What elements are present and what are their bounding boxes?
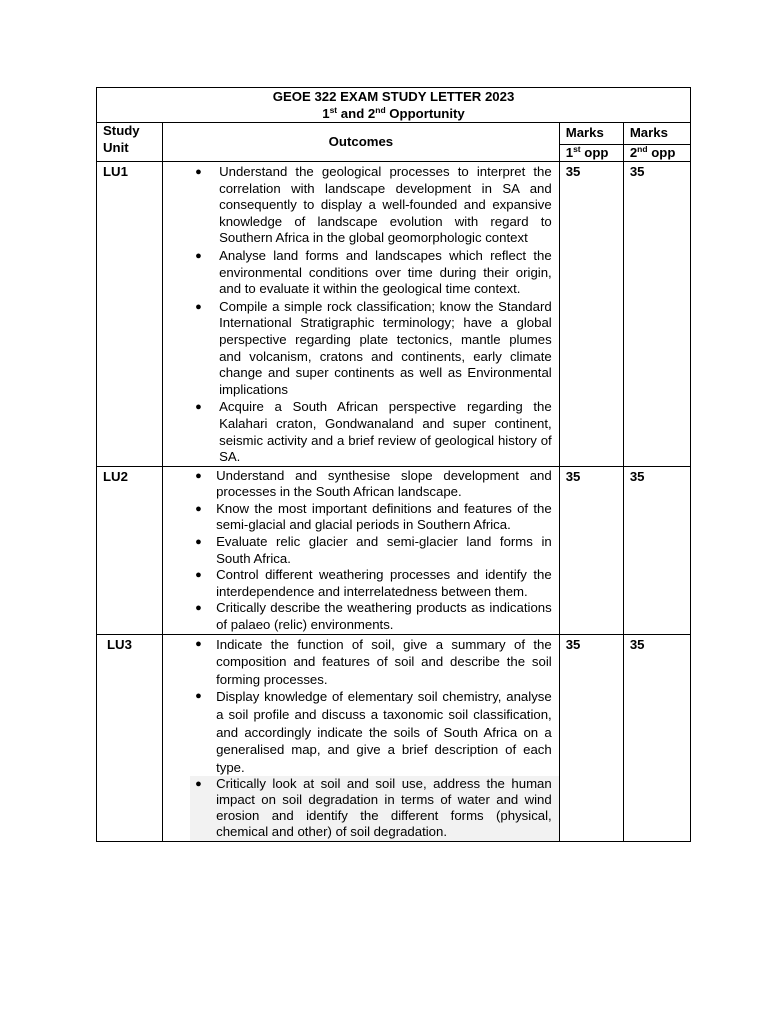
list-item: [163, 468, 559, 501]
opp1-num: 1: [565, 145, 574, 160]
title-second-sup: nd: [375, 105, 386, 115]
bullet-icon: ●: [195, 536, 202, 549]
title-rest: Opportunity: [385, 106, 465, 121]
outcome-text: Analyse land forms and landscapes which reflect the environmental conditions over time during their origin, and to evaluate it within the geological time context.: [219, 247, 552, 297]
list-item: [163, 248, 559, 298]
bullet-icon: ●: [195, 778, 202, 791]
outcome-text: Indicate the function of soil, give a summary of the composition and features of soil and describe the soil forming processes.: [216, 636, 552, 687]
marks-2nd-opp: 35: [623, 634, 690, 842]
bullet-icon: ●: [195, 469, 202, 482]
marks-1st-opp: 35: [559, 466, 623, 634]
opp2-num: 2: [629, 145, 638, 160]
outcomes-list: [163, 162, 559, 466]
list-item: [163, 164, 559, 247]
title-middle: and 2: [337, 106, 376, 121]
header-marks-2: Marks: [623, 123, 690, 145]
outcome-text: Understand and synthesise slope development and processes in the South African landscape.: [216, 467, 552, 500]
bullet-icon: ●: [195, 690, 202, 703]
list-item: [163, 299, 559, 399]
outcome-text: Understand the geological processes to interpret the correlation with landscape development in SA and consequently to display a well-founded and expansive knowledge of landscape evolution with regard to Southern Africa in the global geomorphologic context: [219, 164, 552, 246]
outcomes-cell: [163, 162, 560, 467]
marks-2nd-opp: 35: [623, 162, 690, 467]
outcome-text: Critically describe the weathering products as indications of palaeo (relic) environments.: [216, 600, 552, 633]
header-1st-opp: [559, 145, 623, 162]
bullet-icon: ●: [195, 300, 202, 313]
list-item: [163, 501, 559, 534]
table-row-lu2: [97, 466, 691, 634]
list-item: [163, 399, 559, 465]
list-item: [163, 688, 559, 776]
list-item: [190, 776, 559, 841]
title-line-2: [97, 105, 690, 122]
outcomes-cell: [163, 634, 560, 842]
bullet-icon: ●: [195, 569, 202, 582]
list-item: [163, 636, 559, 689]
opp2-sup: nd: [637, 144, 648, 154]
header-study-unit: [97, 123, 163, 162]
bullet-icon: ●: [195, 502, 202, 515]
list-item: [163, 600, 559, 633]
opp1-sup: st: [573, 144, 581, 154]
study-unit-cell: LU3: [97, 634, 163, 842]
outcome-text: Acquire a South African perspective regarding the Kalahari craton, Gondwanaland and super continent, seismic activity and a brief review of geological history of SA.: [219, 399, 552, 465]
outcome-text: Control different weathering processes and identify the interdependence and interrelatedness between them.: [216, 567, 552, 599]
header-marks-1: Marks: [559, 123, 623, 145]
table-row-lu1: [97, 162, 691, 467]
list-item: [163, 534, 559, 567]
title-first: 1: [322, 106, 330, 121]
bullet-icon: ●: [195, 249, 202, 262]
marks-1st-opp: 35: [559, 634, 623, 842]
title-line-1: GEOE 322 EXAM STUDY LETTER 2023: [272, 89, 515, 104]
outcome-text: Compile a simple rock classification; know the Standard International Stratigraphic terminology; have a global perspective regarding plate tectonics, mantle plumes and volcanism, cratons and continents, early climate change and super continents as well as Environmental implications: [219, 298, 552, 397]
bullet-icon: ●: [195, 637, 202, 650]
header-study-label: Study: [103, 123, 140, 138]
table-title: [97, 88, 691, 123]
title-first-sup: st: [329, 105, 338, 115]
opp1-rest: opp: [580, 145, 609, 160]
study-unit-cell: LU2: [97, 466, 163, 634]
study-unit-cell: LU1: [97, 162, 163, 467]
outcomes-list: [163, 467, 559, 634]
outcome-text: Critically look at soil and soil use, address the human impact on soil degradation in terms of water and wind erosion and identify the different forms (physical, chemical and other) of soil degradation.: [216, 776, 552, 840]
header-row-1: [97, 123, 691, 145]
outcomes-list: [163, 635, 559, 842]
bullet-icon: ●: [195, 166, 202, 178]
header-outcomes: Outcomes: [163, 123, 560, 162]
header-unit-label: Unit: [103, 139, 129, 155]
outcome-text: Evaluate relic glacier and semi-glacier land forms in South Africa.: [216, 534, 552, 566]
outcome-text: Display knowledge of elementary soil chemistry, analyse a soil profile and discuss a taxonomic soil classification, and accordingly indicate the soils of South Africa on a generalised map, and give a brief description of each type.: [216, 689, 552, 775]
outcome-text: Know the most important definitions and features of the semi-glacial and glacial periods in Southern Africa.: [216, 500, 552, 533]
bullet-icon: ●: [195, 401, 202, 414]
marks-2nd-opp: 35: [623, 466, 690, 634]
marks-1st-opp: 35: [559, 162, 623, 467]
list-item: [163, 567, 559, 600]
table-row-lu3: [97, 634, 691, 842]
opp2-rest: opp: [647, 145, 676, 160]
title-row: [97, 88, 691, 123]
bullet-icon: ●: [195, 602, 202, 615]
header-2nd-opp: [623, 145, 690, 162]
outcomes-cell: [163, 466, 560, 634]
study-letter-table: [96, 87, 691, 842]
